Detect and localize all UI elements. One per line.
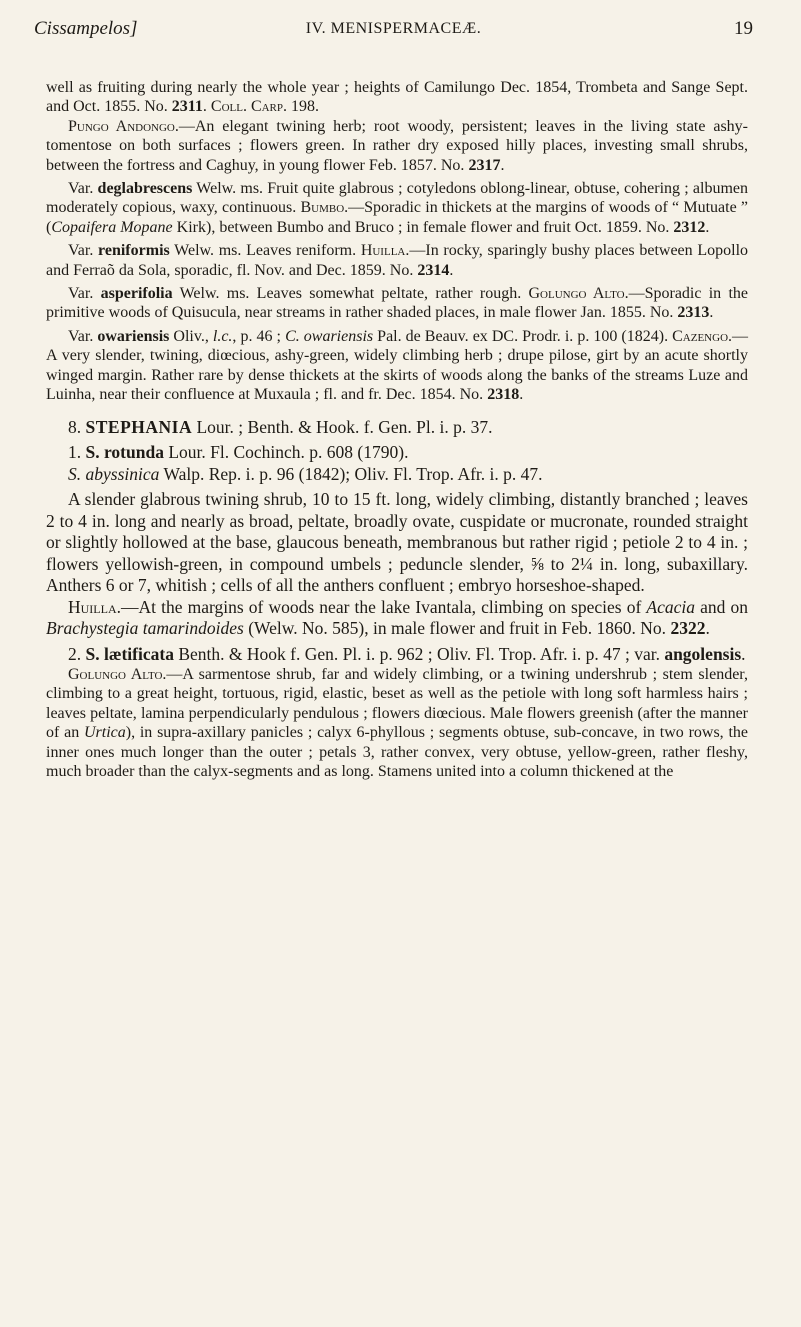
paragraph-pungo-andongo: Pungo Andongo.—An elegant twining herb; root woody, persistent; leaves in the living state ashy-tomentose on both surfaces ; flowers green. In rather dry exposed hilly places, investing small shrubs, between the fortress and Caghuy, in young flower Feb. 1857. No. 2317. <box>46 117 748 174</box>
variety-asperifolia: Var. asperifolia Welw. ms. Leaves somewhat peltate, rather rough. Golungo Alto.—Sporadic in the primitive woods of Quisucula, near streams in rather shaded places, in male flower Jan. 1855. No. 2313. <box>46 285 748 322</box>
description-rotunda: A slender glabrous twining shrub, 10 to 15 ft. long, widely climbing, distantly branched ; leaves 2 to 4 in. long and nearly as broad, peltate, broadly ovate, cuspidate or mucronate, rounded straight or slightly hollowed at the base, glaucous beneath, membranous but rather rigid ; petiole 2 to 4 in. ; flowers yellowish-green, in compound umbels ; peduncle slender, ⅝ to 2¼ in. long, subaxillary. Anthers 6 or 7, whitish ; cells of all the anthers confluent ; embryo horseshoe-shaped. <box>46 489 748 595</box>
running-head-left: Cissampelos] <box>34 18 138 39</box>
description-laetificata: Golungo Alto.—A sarmentose shrub, far and widely climbing, or a twining undershrub ; stem slender, climbing to a great height, tortuous, rigid, elastic, beset as well as the petiole with long soft harmless hairs ; leaves peltate, lamina perpendicularly pendulous ; flowers diœcious. Male flowers greenish (after the manner of an Urtica), in supra-axillary panicles ; calyx 6-phyllous ; segments obtuse, sub-concave, in two rows, the inner ones much longer than the outer ; petals 3, rather convex, very obtuse, yellow-green, rather fleshy, much broader than the calyx-segments and as long. Stamens united into a column thickened at the <box>46 666 748 781</box>
paragraph-1: well as fruiting during nearly the whole year ; heights of Camilungo Dec. 1854, Trombeta and Sange Sept. and Oct. 1855. No. 2311. Coll. Carp. 198. <box>46 79 748 116</box>
locality-huilla: Huilla.—At the margins of woods near the lake Ivantala, climbing on species of Acacia and on Brachystegia tamarindoides (Welw. No. 585), in male flower and fruit in Feb. 1860. No. 2322. <box>46 596 748 638</box>
running-head-center: IV. MENISPERMACEÆ. <box>305 20 482 37</box>
variety-reniformis: Var. reniformis Welw. ms. Leaves reniform. Huilla.—In rocky, sparingly bushy places between Lopollo and Ferraõ da Sola, sporadic, fl. Nov. and Dec. 1859. No. 2314. <box>46 242 749 279</box>
synonym-abyssinica: S. abyssinica Walp. Rep. i. p. 96 (1842); Oliv. Fl. Trop. Afr. i. p. 47. <box>68 463 543 484</box>
page-number: 19 <box>734 18 753 39</box>
genus-heading: 8. STEPHANIA Lour. ; Benth. & Hook. f. Gen. Pl. i. p. 37. <box>68 416 493 437</box>
species-heading-laetificata: 2. S. lætificata Benth. & Hook f. Gen. Pl. i. p. 962 ; Oliv. Fl. Trop. Afr. i. p. 47 ; var. angolensis. <box>68 643 746 664</box>
species-heading-rotunda: 1. S. rotunda Lour. Fl. Cochinch. p. 608 (1790). <box>68 442 409 462</box>
variety-owariensis: Var. owariensis Oliv., l.c., p. 46 ; C. owariensis Pal. de Beauv. ex DC. Prodr. i. p. 100 (1824). Cazengo.—A very slender, twining, diœcious, ashy-green, widely climbing herb ; drupe pilose, girt by an acute shortly winged margin. Rather rare by dense thickets at the skirts of woods along the banks of the streams Luze and Luinha, near their confluence at Muxaula ; fl. and fr. Dec. 1854. No. 2318. <box>46 327 749 404</box>
variety-deglabrescens: Var. deglabrescens Welw. ms. Fruit quite glabrous ; cotyledons oblong-linear, obtuse, cohering ; albumen moderately copious, waxy, continuous. Bumbo.—Sporadic in thickets at the margins of woods of “ Mutuate ” (Copaifera Mopane Kirk), between Bumbo and Bruco ; in female flower and fruit Oct. 1859. No. 2312. <box>46 180 748 236</box>
running-head <box>34 18 753 48</box>
